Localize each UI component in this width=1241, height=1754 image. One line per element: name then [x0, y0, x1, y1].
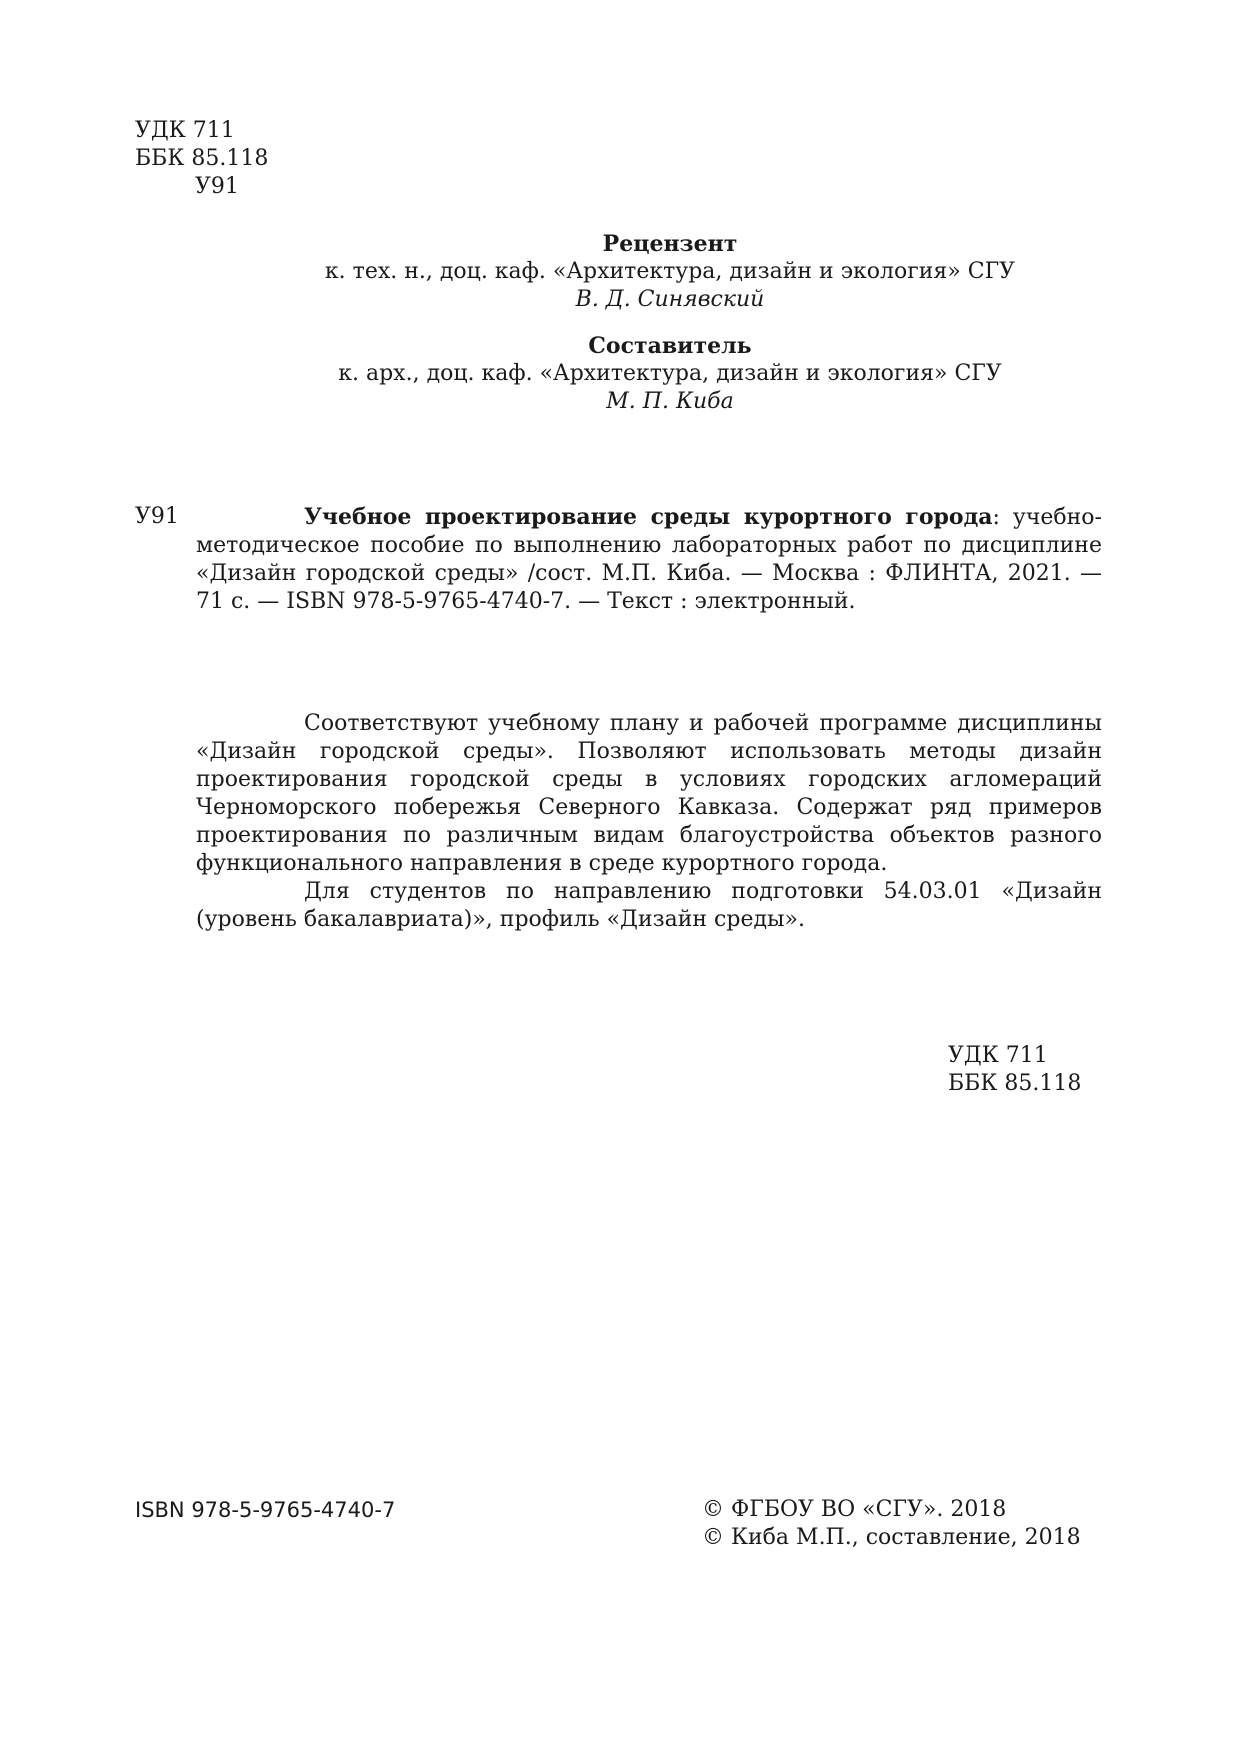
annotation-paragraph-2: Для студентов по направлению подготовки 54.03.01 «Дизайн (уровень бакалавриата)», профиль «Дизайн среды».	[196, 879, 1102, 932]
reviewer-name: В. Д. Синявский	[575, 287, 765, 312]
author-mark: У91	[195, 174, 239, 199]
book-title: Учебное проектирование среды курортного города	[304, 504, 993, 530]
copyright-publisher: © ФГБОУ ВО «СГУ». 2018	[702, 1497, 1007, 1522]
bbk-code-bottom: ББК 85.118	[948, 1071, 1082, 1096]
compiler-heading: Составитель	[588, 333, 752, 359]
annotation	[196, 710, 1102, 934]
compiler-name: М. П. Киба	[606, 389, 734, 414]
udk-code: УДК 711	[135, 118, 235, 143]
compiler-block	[200, 332, 1140, 416]
udk-code-bottom: УДК 711	[948, 1043, 1048, 1068]
copyright-author: © Киба М.П., составление, 2018	[702, 1525, 1081, 1550]
annotation-paragraph-1: Соответствуют учебному плану и рабочей программе дисциплины «Дизайн городской среды». Позволяют использовать методы дизайн проектирования городской среды в условиях городских агломераций Черноморского побережья Северного Кавказа. Содержат ряд примеров проектирования по различным видам благоустройства объектов разного функционального направления в среде курортного города.	[196, 711, 1102, 876]
classification-codes-bottom	[948, 1042, 1081, 1098]
copyright-block	[702, 1496, 1081, 1552]
reviewer-heading: Рецензент	[602, 231, 738, 257]
classification-codes	[135, 117, 268, 201]
bibliographic-mark: У91	[135, 504, 179, 529]
reviewer-block	[200, 230, 1140, 314]
footer-isbn: ISBN 978-5-9765-4740-7	[135, 1498, 396, 1522]
bibliographic-description: : учебно-методическое пособие по выполнению лабораторных работ по дисциплине «Дизайн городской среды» /сост. М.П. Киба. — Москва : ФЛИНТА, 2021. — 71 с. — ISBN 978-5-9765-4740-7. — Текст : электронный.	[196, 505, 1102, 614]
bbk-code: ББК 85.118	[135, 146, 269, 171]
reviewer-position: к. тех. н., доц. каф. «Архитектура, дизайн и экология» СГУ	[324, 259, 1016, 284]
bibliographic-record	[196, 503, 1102, 616]
compiler-position: к. арх., доц. каф. «Архитектура, дизайн и экология» СГУ	[338, 361, 1002, 386]
